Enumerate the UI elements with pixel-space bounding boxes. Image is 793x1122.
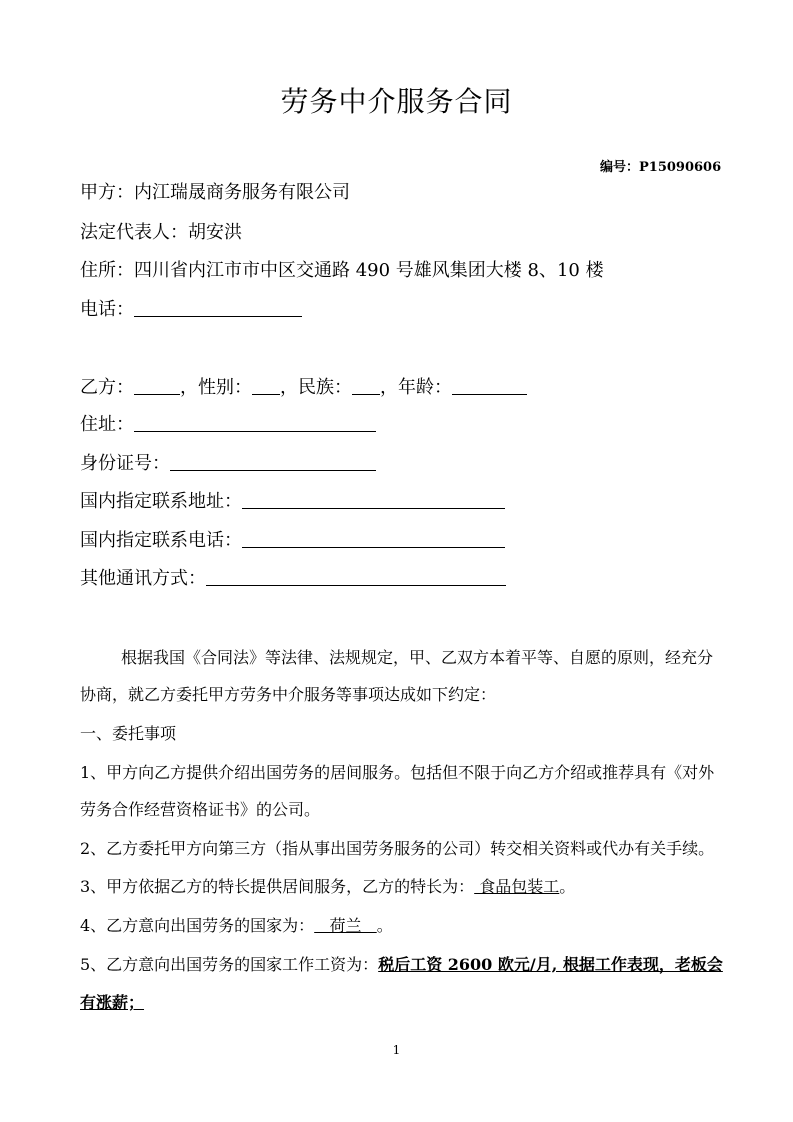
item-5-salary-cont: 有涨薪； xyxy=(80,993,145,1012)
ethnic-blank[interactable] xyxy=(352,376,380,395)
item-5-line-2 xyxy=(80,991,144,1015)
party-b-address-label: 住址： xyxy=(80,414,134,435)
document-title: 劳务中介服务合同 xyxy=(280,85,513,118)
intro-line-2: 协商，就乙方委托甲方劳务中介服务等事项达成如下约定： xyxy=(80,685,497,704)
serial-number: 编号：P15090606 xyxy=(600,160,722,175)
page-number: 1 xyxy=(392,1043,401,1057)
intro-line-1: 根据我国《合同法》等法律、法规规定，甲、乙双方本着平等、自愿的原则，经充分 xyxy=(121,648,714,667)
party-b-address-blank[interactable] xyxy=(134,413,376,432)
item-2: 2、乙方委托甲方向第三方（指从事出国劳务服务的公司）转交相关资料或代办有关手续。 xyxy=(80,839,715,858)
gender-blank[interactable] xyxy=(252,376,280,395)
party-a-address: 住所：四川省内江市市中区交通路 490 号雄风集团大楼 8、10 楼 xyxy=(80,260,604,281)
domestic-phone-blank[interactable] xyxy=(242,529,505,548)
party-a-phone-blank[interactable] xyxy=(134,298,302,317)
domestic-phone-label: 国内指定联系电话： xyxy=(80,530,242,551)
item-3-text: 3、甲方依据乙方的特长提供居间服务，乙方的特长为： xyxy=(80,877,475,896)
party-b-id-row xyxy=(80,452,376,476)
item-3-specialty: 食品包装工 xyxy=(474,877,560,896)
party-b-id-label: 身份证号： xyxy=(80,453,170,474)
item-5-line-1 xyxy=(80,953,723,977)
item-4 xyxy=(80,914,393,938)
domestic-address-row xyxy=(80,490,505,514)
domestic-address-blank[interactable] xyxy=(242,490,505,509)
ethnic-label: ，民族： xyxy=(280,377,352,398)
item-4-text: 4、乙方意向出国劳务的国家为： xyxy=(80,916,315,935)
party-a-representative: 法定代表人：胡安洪 xyxy=(80,222,242,243)
party-b-id-blank[interactable] xyxy=(170,452,376,471)
item-1-line-2: 劳务合作经营资格证书》的公司。 xyxy=(80,800,321,819)
party-a-name: 甲方：内江瑞晟商务服务有限公司 xyxy=(80,182,350,203)
item-4-country: 荷兰 xyxy=(314,916,377,935)
other-contact-blank[interactable] xyxy=(206,567,506,586)
item-1-line-1: 1、甲方向乙方提供介绍出国劳务的居间服务。包括但不限于向乙方介绍或推荐具有《对外 xyxy=(80,763,715,782)
item-5-text: 5、乙方意向出国劳务的国家工作工资为： xyxy=(80,955,379,974)
party-a-phone-row xyxy=(80,298,302,322)
item-3-suffix: 。 xyxy=(559,877,576,896)
section-1-heading: 一、委托事项 xyxy=(80,724,177,743)
party-a-phone-label: 电话： xyxy=(80,299,134,320)
other-contact-label: 其他通讯方式： xyxy=(80,568,206,589)
age-blank[interactable] xyxy=(452,376,527,395)
item-4-suffix: 。 xyxy=(376,916,393,935)
gender-label: ，性别： xyxy=(180,377,252,398)
party-b-name-blank[interactable] xyxy=(134,376,180,395)
domestic-address-label: 国内指定联系地址： xyxy=(80,491,242,512)
item-5-salary: 税后工资 2600 欧元/月, 根据工作表现，老板会 xyxy=(378,955,723,974)
party-b-basic-row xyxy=(80,376,527,400)
age-label: ，年龄： xyxy=(380,377,452,398)
other-contact-row xyxy=(80,567,506,591)
item-3 xyxy=(80,875,575,899)
party-b-label: 乙方： xyxy=(80,377,134,398)
domestic-phone-row xyxy=(80,529,505,553)
party-b-address-row xyxy=(80,413,376,437)
